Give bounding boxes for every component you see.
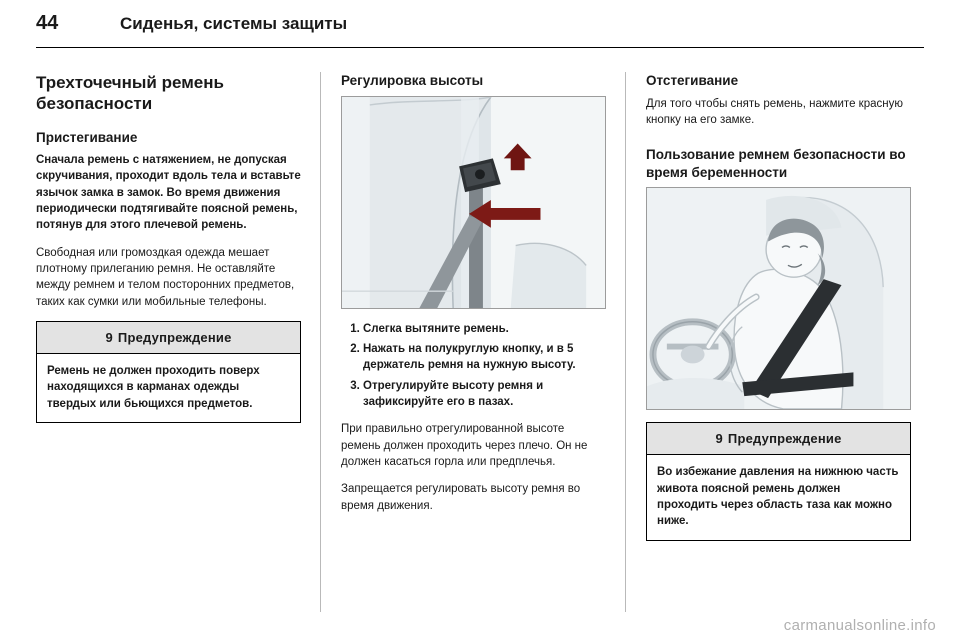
- header-divider: [36, 47, 924, 48]
- warning-text-1: Ремень не должен проходить поверх находящихся в карманах одежды твердых или бьющихся предметов.: [47, 365, 260, 410]
- column-3: [646, 72, 911, 551]
- warning-triangle-icon: 9: [715, 431, 723, 447]
- page-title: Сиденья, системы защиты: [120, 14, 348, 33]
- figure-pregnant-woman-belt: [646, 187, 911, 410]
- pregnant-woman-drawing: [647, 188, 910, 409]
- page-header: [36, 12, 924, 48]
- warning-header-1: [37, 322, 300, 354]
- paragraph-fastening-1: Сначала ремень с натяжением, не допуская скручивания, проходит вдоль тела и вставьте язычок замка в замок. Во время движения периодически подтягивайте поясной ремень, потянув для этого плечевой ремень.: [36, 154, 301, 232]
- warning-box-column-3: [646, 422, 911, 540]
- column-2: [341, 72, 606, 525]
- warning-title-1: Предупреждение: [117, 330, 232, 345]
- step-item: 3. Отрегулируйте высоту ремня и зафиксируйте его в пазах.: [363, 378, 606, 411]
- column-divider-1: [320, 72, 321, 612]
- column-divider-2: [625, 72, 626, 612]
- warning-header-3: [647, 423, 910, 455]
- section-heading-three-point-belt: Трехточечный ремень безопасности: [36, 73, 224, 114]
- warning-box-column-1: [36, 321, 301, 423]
- step-item: 2. Нажать на полукруглую кнопку, и в 5 держатель ремня на нужную высоту.: [363, 341, 606, 374]
- column-1: [36, 72, 301, 433]
- watermark: carmanualsonline.info: [783, 617, 936, 634]
- step-item: 1. Слегка вытяните ремень.: [363, 321, 606, 337]
- warning-text-3: Во избежание давления на нижнюю часть живота поясной ремень должен проходить через область таза как можно ниже.: [657, 466, 899, 528]
- paragraph-height-1: При правильно отрегулированной высоте ремень должен проходить через плечо. Он не должен касаться горла или предплечья.: [341, 423, 588, 468]
- belt-adjuster-drawing: [342, 97, 605, 308]
- figure-belt-height-adjuster: [341, 96, 606, 309]
- paragraph-height-2: Запрещается регулировать высоту ремня во время движения.: [341, 483, 581, 512]
- subheading-fastening: Пристегивание: [36, 129, 138, 145]
- subheading-pregnancy: Пользование ремнем безопасности во время беременности: [646, 147, 906, 180]
- warning-triangle-icon: 9: [105, 330, 113, 345]
- height-adjustment-steps: [341, 321, 606, 411]
- warning-title-3: Предупреждение: [727, 431, 842, 447]
- paragraph-fastening-2: Свободная или громоздкая одежда мешает плотному прилеганию ремня. Не оставляйте между ремнем и телом посторонних предметов, таких как сумки или мобильные телефоны.: [36, 246, 295, 308]
- subheading-unfastening: Отстегивание: [646, 73, 739, 88]
- page-number: 44: [36, 12, 59, 34]
- subheading-height-adjustment: Регулировка высоты: [341, 73, 484, 88]
- paragraph-unfastening: Для того чтобы снять ремень, нажмите красную кнопку на его замке.: [646, 97, 903, 126]
